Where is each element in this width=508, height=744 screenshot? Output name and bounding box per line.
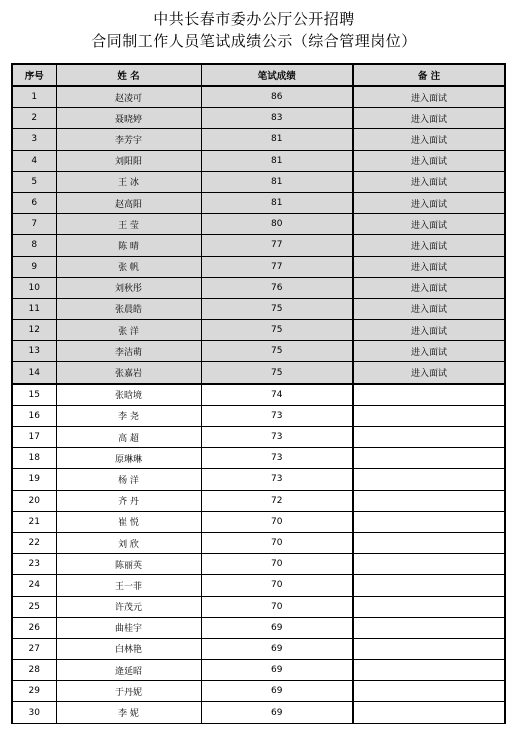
cell-name: 于丹妮 (56, 681, 201, 702)
cell-name: 张嘉岩 (56, 362, 201, 384)
cell-remark (353, 596, 505, 617)
cell-seq: 14 (12, 362, 56, 384)
cell-seq: 8 (12, 235, 56, 256)
cell-name: 刘 欣 (56, 532, 201, 553)
table-row (12, 617, 505, 638)
cell-seq: 4 (12, 150, 56, 171)
cell-score: 69 (201, 702, 353, 723)
table-body (12, 86, 505, 723)
cell-remark: 进入面试 (353, 277, 505, 298)
cell-score: 70 (201, 554, 353, 575)
cell-seq: 28 (12, 660, 56, 681)
cell-seq: 13 (12, 341, 56, 362)
cell-name: 王 莹 (56, 214, 201, 235)
cell-score: 69 (201, 638, 353, 659)
cell-score: 69 (201, 681, 353, 702)
cell-remark (353, 511, 505, 532)
cell-remark: 进入面试 (353, 150, 505, 171)
cell-name: 陈丽英 (56, 554, 201, 575)
cell-seq: 25 (12, 596, 56, 617)
cell-seq: 3 (12, 129, 56, 150)
cell-seq: 19 (12, 469, 56, 490)
table-row (12, 362, 505, 384)
table-row (12, 681, 505, 702)
header-name: 姓 名 (56, 64, 201, 86)
table-row (12, 596, 505, 617)
cell-remark: 进入面试 (353, 171, 505, 192)
table-row (12, 320, 505, 341)
cell-score: 81 (201, 150, 353, 171)
cell-seq: 21 (12, 511, 56, 532)
cell-name: 赵凌可 (56, 86, 201, 108)
cell-seq: 2 (12, 108, 56, 129)
cell-remark (353, 617, 505, 638)
table-row (12, 150, 505, 171)
cell-name: 李芳宇 (56, 129, 201, 150)
cell-remark (353, 405, 505, 426)
cell-name: 刘阳阳 (56, 150, 201, 171)
cell-name: 原琳琳 (56, 448, 201, 469)
table-row (12, 660, 505, 681)
cell-name: 许茂元 (56, 596, 201, 617)
cell-seq: 1 (12, 86, 56, 108)
table-row (12, 405, 505, 426)
table-row (12, 129, 505, 150)
cell-name: 王一菲 (56, 575, 201, 596)
cell-score: 70 (201, 596, 353, 617)
document-subtitle: 合同制工作人员笔试成绩公示（综合管理岗位） (91, 32, 417, 50)
cell-name: 张 洋 (56, 320, 201, 341)
cell-score: 76 (201, 277, 353, 298)
cell-seq: 16 (12, 405, 56, 426)
cell-seq: 27 (12, 638, 56, 659)
cell-score: 70 (201, 511, 353, 532)
cell-remark (353, 575, 505, 596)
cell-name: 赵高阳 (56, 192, 201, 213)
table-row (12, 575, 505, 596)
cell-seq: 6 (12, 192, 56, 213)
table-row (12, 427, 505, 448)
cell-remark: 进入面试 (353, 256, 505, 277)
cell-remark (353, 427, 505, 448)
document-title: 中共长春市委办公厅公开招聘 (153, 10, 355, 28)
cell-remark (353, 681, 505, 702)
cell-remark (353, 638, 505, 659)
cell-name: 李 尧 (56, 405, 201, 426)
cell-score: 81 (201, 192, 353, 213)
cell-seq: 11 (12, 298, 56, 319)
cell-name: 陈 晴 (56, 235, 201, 256)
cell-remark (353, 554, 505, 575)
header-seq: 序号 (12, 64, 56, 86)
cell-score: 74 (201, 384, 353, 406)
cell-score: 70 (201, 532, 353, 553)
table-row (12, 108, 505, 129)
cell-name: 齐 丹 (56, 490, 201, 511)
cell-seq: 26 (12, 617, 56, 638)
cell-score: 69 (201, 660, 353, 681)
cell-name: 聂晓婷 (56, 108, 201, 129)
table-row (12, 235, 505, 256)
cell-name: 张 帆 (56, 256, 201, 277)
table-row (12, 532, 505, 553)
cell-seq: 22 (12, 532, 56, 553)
table-row (12, 702, 505, 723)
cell-name: 张晗境 (56, 384, 201, 406)
cell-name: 李 妮 (56, 702, 201, 723)
table-row (12, 554, 505, 575)
table-row (12, 638, 505, 659)
cell-seq: 5 (12, 171, 56, 192)
cell-name: 杨 洋 (56, 469, 201, 490)
cell-name: 张晨皓 (56, 298, 201, 319)
table-row (12, 192, 505, 213)
cell-name: 王 冰 (56, 171, 201, 192)
cell-name: 白林艳 (56, 638, 201, 659)
cell-score: 80 (201, 214, 353, 235)
cell-seq: 23 (12, 554, 56, 575)
cell-seq: 7 (12, 214, 56, 235)
cell-name: 高 超 (56, 427, 201, 448)
cell-score: 81 (201, 129, 353, 150)
cell-remark: 进入面试 (353, 192, 505, 213)
cell-remark: 进入面试 (353, 298, 505, 319)
cell-score: 70 (201, 575, 353, 596)
cell-score: 69 (201, 617, 353, 638)
cell-remark: 进入面试 (353, 86, 505, 108)
table-row (12, 171, 505, 192)
cell-remark: 进入面试 (353, 320, 505, 341)
cell-seq: 18 (12, 448, 56, 469)
cell-name: 曲桂宇 (56, 617, 201, 638)
table-row (12, 298, 505, 319)
cell-remark (353, 448, 505, 469)
cell-remark (353, 660, 505, 681)
cell-remark: 进入面试 (353, 341, 505, 362)
cell-seq: 30 (12, 702, 56, 723)
cell-remark: 进入面试 (353, 108, 505, 129)
cell-score: 73 (201, 469, 353, 490)
table-row (12, 469, 505, 490)
cell-seq: 9 (12, 256, 56, 277)
table-row (12, 448, 505, 469)
header-remark: 备 注 (353, 64, 505, 86)
cell-score: 73 (201, 405, 353, 426)
table-row (12, 214, 505, 235)
cell-seq: 10 (12, 277, 56, 298)
cell-score: 75 (201, 298, 353, 319)
cell-remark (353, 490, 505, 511)
cell-seq: 17 (12, 427, 56, 448)
cell-remark: 进入面试 (353, 214, 505, 235)
cell-score: 77 (201, 256, 353, 277)
cell-remark (353, 702, 505, 723)
cell-score: 86 (201, 86, 353, 108)
table-row (12, 511, 505, 532)
cell-name: 刘秋彤 (56, 277, 201, 298)
cell-remark (353, 469, 505, 490)
header-score: 笔试成绩 (201, 64, 353, 86)
cell-score: 73 (201, 448, 353, 469)
cell-remark: 进入面试 (353, 129, 505, 150)
cell-seq: 20 (12, 490, 56, 511)
table-row (12, 86, 505, 108)
cell-score: 72 (201, 490, 353, 511)
cell-remark: 进入面试 (353, 362, 505, 384)
cell-name: 逄延昭 (56, 660, 201, 681)
table-row (12, 277, 505, 298)
cell-score: 75 (201, 320, 353, 341)
table-row (12, 490, 505, 511)
table-header-row (12, 64, 505, 86)
cell-score: 81 (201, 171, 353, 192)
cell-score: 83 (201, 108, 353, 129)
cell-name: 崔 悦 (56, 511, 201, 532)
cell-seq: 15 (12, 384, 56, 406)
cell-remark (353, 384, 505, 406)
cell-remark (353, 532, 505, 553)
table-row (12, 256, 505, 277)
cell-score: 75 (201, 341, 353, 362)
cell-remark: 进入面试 (353, 235, 505, 256)
table-row (12, 341, 505, 362)
cell-score: 73 (201, 427, 353, 448)
results-table (11, 63, 506, 724)
table-row (12, 384, 505, 406)
cell-score: 77 (201, 235, 353, 256)
cell-score: 75 (201, 362, 353, 384)
cell-seq: 29 (12, 681, 56, 702)
cell-seq: 12 (12, 320, 56, 341)
cell-seq: 24 (12, 575, 56, 596)
cell-name: 李洁萌 (56, 341, 201, 362)
